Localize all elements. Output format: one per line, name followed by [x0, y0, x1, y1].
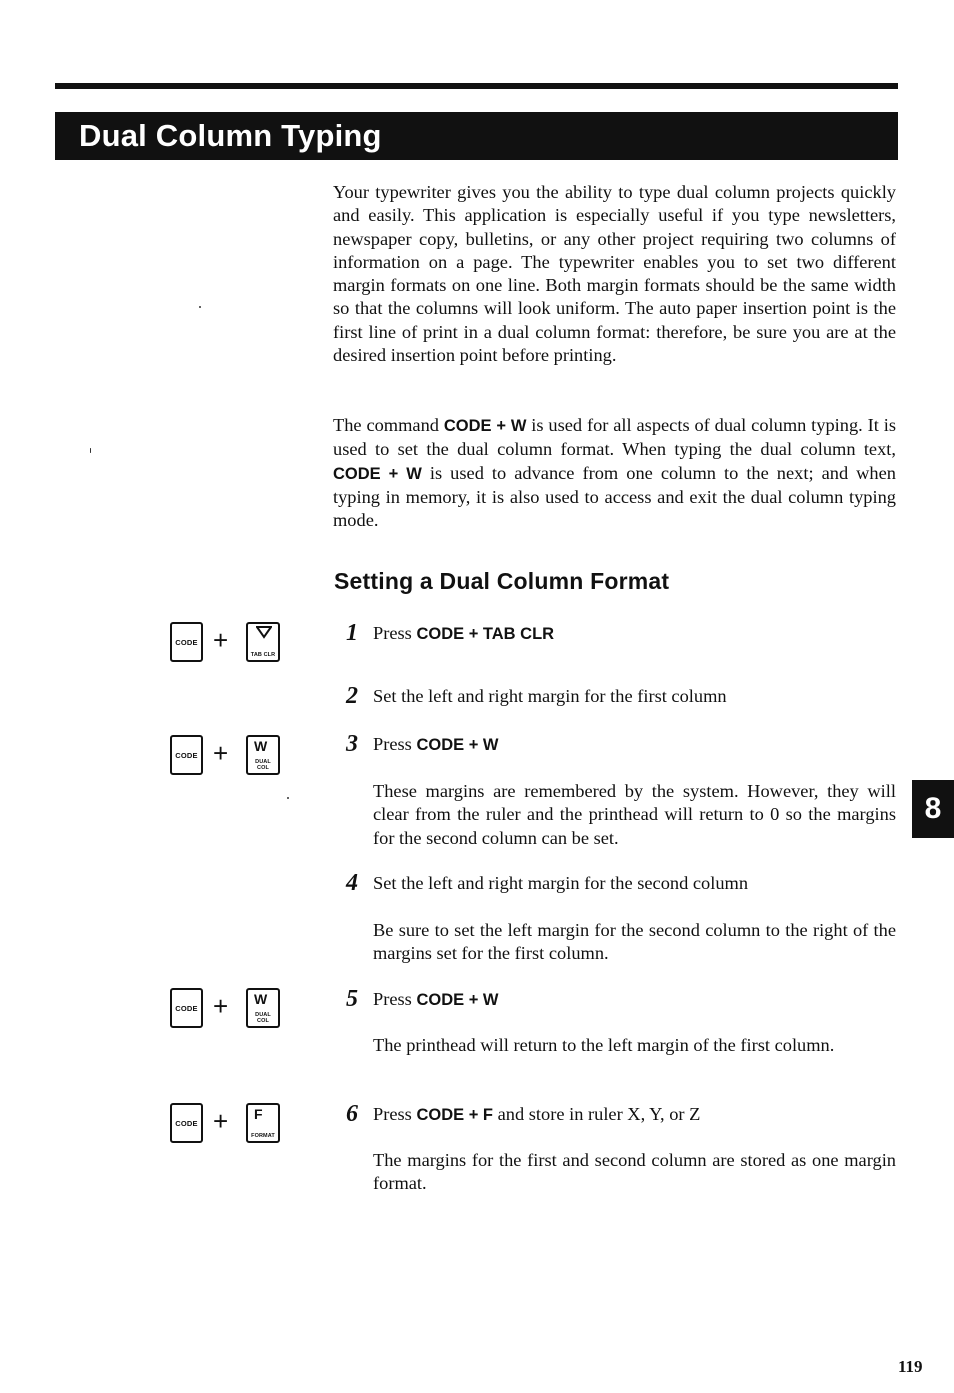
scan-speck — [90, 448, 91, 453]
down-arrow-icon — [256, 626, 272, 640]
plus-sign: + — [213, 1106, 229, 1136]
intro-paragraph-1: Your typewriter gives you the ability to type dual column projects quickly and easily. This application is especially useful if you type newsletters, newspaper copy, bulletins, or any other project requiring two columns of information on a page. The typewriter enables you to set two different margin formats on one line. Both margin formats should be the same width so that the columns will look uniform. The auto paper insertion point is the first line of print in a dual column format: therefore, be sure you are at the desired insertion point before printing. — [333, 182, 896, 366]
step-text: Set the left and right margin for the first column — [373, 686, 727, 706]
code-key-label: CODE — [175, 638, 198, 647]
w-key-icon — [246, 735, 280, 775]
intro-p2-command-1: CODE + W — [443, 417, 527, 435]
code-key-label: CODE — [175, 1119, 198, 1128]
scan-speck — [287, 797, 289, 799]
page-number: 119 — [898, 1357, 923, 1376]
note-step-4: Be sure to set the left margin for the second column to the right of the margins set for the first column. — [373, 920, 896, 964]
w-key-label: W — [254, 991, 268, 1007]
intro-paragraph-2 — [333, 414, 896, 532]
note-step-5: The printhead will return to the left margin of the first column. — [373, 1035, 835, 1055]
plus-sign: + — [213, 625, 229, 655]
top-rule — [55, 83, 898, 89]
code-key-label: CODE — [175, 751, 198, 760]
keys-code-f — [170, 1103, 282, 1149]
code-key-icon — [170, 1103, 203, 1143]
step-5 — [346, 988, 896, 1012]
title-bar — [55, 112, 898, 160]
step-command: CODE + W — [416, 991, 499, 1009]
dual-col-key-label: DUAL COL — [255, 759, 271, 771]
intro-p2-command-2: CODE + W — [333, 464, 422, 483]
step-text-after: and store in ruler X, Y, or Z — [493, 1104, 701, 1124]
step-command: CODE + TAB CLR — [416, 625, 555, 643]
step-command: CODE + F — [416, 1106, 493, 1124]
step-3 — [346, 733, 896, 757]
code-key-icon — [170, 735, 203, 775]
step-6 — [346, 1103, 896, 1127]
scan-speck — [199, 306, 201, 308]
step-text: Press — [373, 734, 417, 754]
section-heading: Setting a Dual Column Format — [334, 568, 670, 594]
page-title: Dual Column Typing — [79, 118, 382, 153]
chapter-tab: 8 — [912, 780, 954, 838]
step-text: Press — [373, 989, 417, 1009]
step-number: 2 — [346, 683, 358, 709]
note-step-6: The margins for the first and second column are stored as one margin format. — [373, 1150, 896, 1194]
step-number: 3 — [346, 731, 358, 757]
keys-code-tab-clr — [170, 622, 282, 668]
step-2 — [346, 685, 896, 708]
f-key-icon — [246, 1103, 280, 1143]
step-command: CODE + W — [416, 736, 499, 754]
step-text: Set the left and right margin for the second column — [373, 873, 749, 893]
tab-clr-key-icon — [246, 622, 280, 662]
f-key-label: F — [254, 1106, 263, 1122]
step-text: Press — [373, 623, 417, 643]
step-number: 6 — [346, 1101, 358, 1127]
intro-p2-text-b: is used for all aspects of dual column typing. It is used to set the dual column format. When typing the dual column text, — [333, 415, 896, 460]
step-1 — [346, 622, 896, 646]
intro-p2-text-c: is used to advance from one column to the next; and when typing in memory, it is also used to access and exit the dual column typing mode. — [333, 462, 896, 531]
step-number: 1 — [346, 620, 358, 646]
format-key-label: FORMAT — [251, 1133, 275, 1139]
tab-clr-key-label: TAB CLR — [250, 652, 276, 658]
step-number: 5 — [346, 986, 358, 1012]
w-key-label: W — [254, 738, 268, 754]
step-number: 4 — [346, 870, 358, 896]
plus-sign: + — [213, 738, 229, 768]
step-text: Press — [373, 1104, 417, 1124]
w-key-icon — [246, 988, 280, 1028]
code-key-label: CODE — [175, 1004, 198, 1013]
code-key-icon — [170, 622, 203, 662]
keys-code-w-2 — [170, 988, 282, 1034]
keys-code-w-1 — [170, 735, 282, 781]
dual-col-key-label: DUAL COL — [255, 1012, 271, 1024]
intro-p2-text-a: The command — [333, 415, 444, 435]
code-key-icon — [170, 988, 203, 1028]
step-4 — [346, 872, 896, 895]
note-step-3: These margins are remembered by the system. However, they will clear from the ruler and the printhead will return to 0 so the margins for the second column can be set. — [373, 781, 896, 848]
plus-sign: + — [213, 991, 229, 1021]
